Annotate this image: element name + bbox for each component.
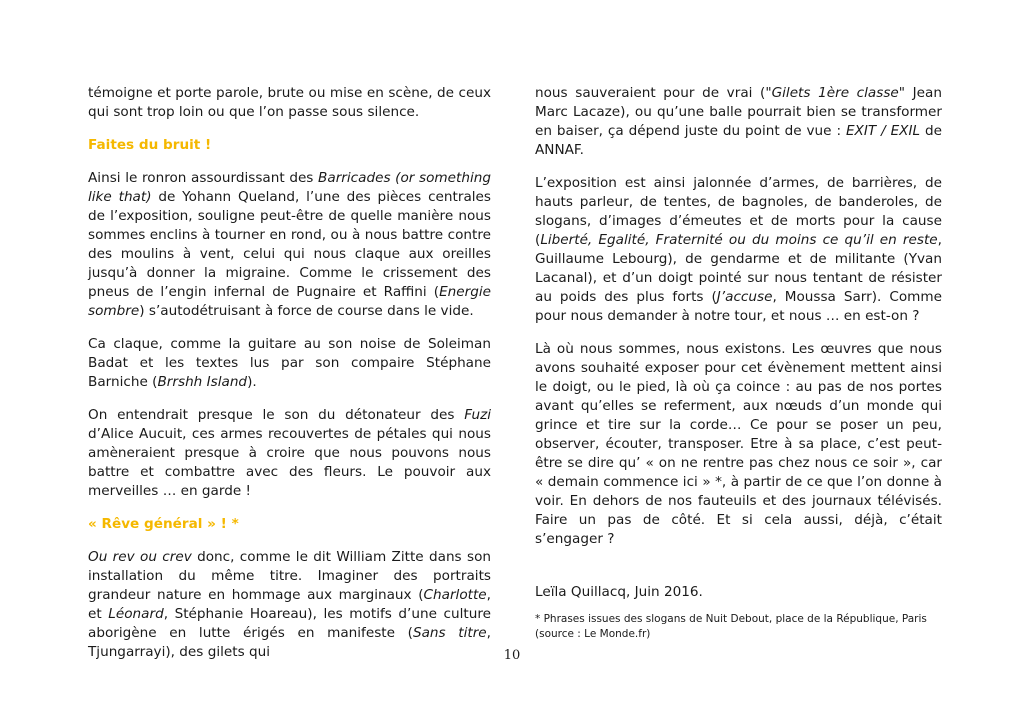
text-run: d’Alice Aucuit, ces armes recouvertes de pétales qui nous amèneraient presque à croire que nous pouvons nous battre et combattre avec des fleurs. Le pouvoir aux merveilles … en garde !	[88, 426, 491, 499]
paragraph	[88, 548, 491, 662]
left-column	[88, 84, 491, 676]
right-column	[535, 84, 942, 642]
signature: Leïla Quillacq, Juin 2016.	[535, 584, 703, 600]
footnote: * Phrases issues des slogans de Nuit Debout, place de la République, Paris (source : Le Monde.fr)	[535, 613, 927, 640]
text-run: Ca claque, comme la guitare au son noise de Soleiman Badat et les textes lus par son compaire Stéphane Barniche (	[88, 336, 491, 390]
paragraph: témoigne et porte parole, brute ou mise en scène, de ceux qui sont trop loin ou que l’on passe sous silence.	[88, 85, 491, 120]
page-number: 10	[503, 648, 521, 663]
artwork-title: Léonard	[108, 606, 164, 622]
artwork-title: Energie sombre	[88, 284, 491, 319]
section-heading: « Rêve général » ! *	[88, 516, 239, 532]
text-run: de ANNAF.	[535, 123, 942, 158]
artwork-title: EXIT / EXIL	[845, 123, 921, 139]
paragraph	[535, 174, 942, 326]
section-heading: Faites du bruit !	[88, 137, 212, 153]
artwork-title: Sans titre	[412, 625, 487, 641]
paragraph	[88, 169, 491, 321]
text-run: , et	[88, 587, 491, 622]
text-run: de Yohann Queland, l’une des pièces centrales de l’exposition, souligne peut-être de quelle manière nous sommes enclins à tourner en rond, ou à nous battre contre des moulins à vent, celui qui nous claque aux oreilles jusqu’à donner la migraine. Comme le crissement des pneus de l’engin infernal de Pugnaire et Raffini (	[88, 189, 491, 300]
paragraph	[88, 406, 491, 501]
text-run: , Guillaume Lebourg), de gendarme et de militante (Yvan Lacanal), et d’un doigt pointé sur nous tentant de résister au poids des plus forts (	[535, 232, 942, 305]
text-run: , Stéphanie Hoareau), les motifs d’une culture aborigène en lutte érigés en manifeste (	[88, 606, 492, 641]
artwork-title: Brrshh Island	[157, 374, 248, 390]
artwork-title: Ou rev ou crev	[88, 549, 192, 565]
paragraph: Là où nous sommes, nous existons. Les œuvres que nous avons souhaité exposer pour cet évènement mettent ainsi le doigt, ou le pied, là où ça coince : au pas de nos portes avant qu’elles se referment, aux nœuds d’un monde qui grince et tire sur la corde… Ce pour se poser un peu, observer, écouter, transposer. Etre à sa place, c’est peut-être se dire qu’ « on ne rentre pas chez nous ce soir », car « demain commence ici » *, à partir de ce que l’on donne à voir. En dehors de nos fauteuils et des journaux télévisés. Faire un pas de côté. Et si cela aussi, déjà, c’était s’engager ?	[535, 341, 942, 547]
text-run: Ainsi le ronron assourdissant des	[88, 170, 319, 186]
artwork-title: Charlotte	[423, 587, 487, 603]
artwork-title: Fuzi	[464, 407, 491, 423]
text-run: ).	[247, 374, 257, 390]
artwork-title: Barricades (or something like that)	[88, 170, 491, 205]
text-run: nous sauveraient pour de vrai ("	[535, 85, 772, 101]
text-run: ) s’autodétruisant à force de course dans le vide.	[139, 303, 474, 319]
text-run: " Jean Marc Lacaze), ou qu’une balle pourrait bien se transformer en baiser, ça dépend juste du point de vue :	[535, 85, 942, 139]
artwork-title: Gilets 1ère classe	[771, 85, 899, 101]
text-run: donc, comme le dit William Zitte dans son installation du même titre. Imaginer des portraits grandeur nature en hommage aux marginaux (	[88, 549, 492, 603]
text-run: On entendrait presque le son du détonateur des	[88, 407, 465, 423]
text-run: , Moussa Sarr). Comme pour nous demander à notre tour, et nous … en est-on ?	[535, 289, 942, 324]
text-run: , Tjungarrayi), des gilets qui	[88, 625, 491, 660]
artwork-title: Liberté, Egalité, Fraternité ou du moins ce qu’il en reste	[540, 232, 938, 248]
text-run: L’exposition est ainsi jalonnée d’armes, de barrières, de hauts parleur, de tentes, de bagnoles, de banderoles, de slogans, d’images d’émeutes et de morts pour la cause (	[535, 175, 942, 248]
paragraph	[88, 335, 491, 392]
paragraph	[535, 84, 942, 160]
artwork-title: J’accuse	[716, 289, 773, 305]
